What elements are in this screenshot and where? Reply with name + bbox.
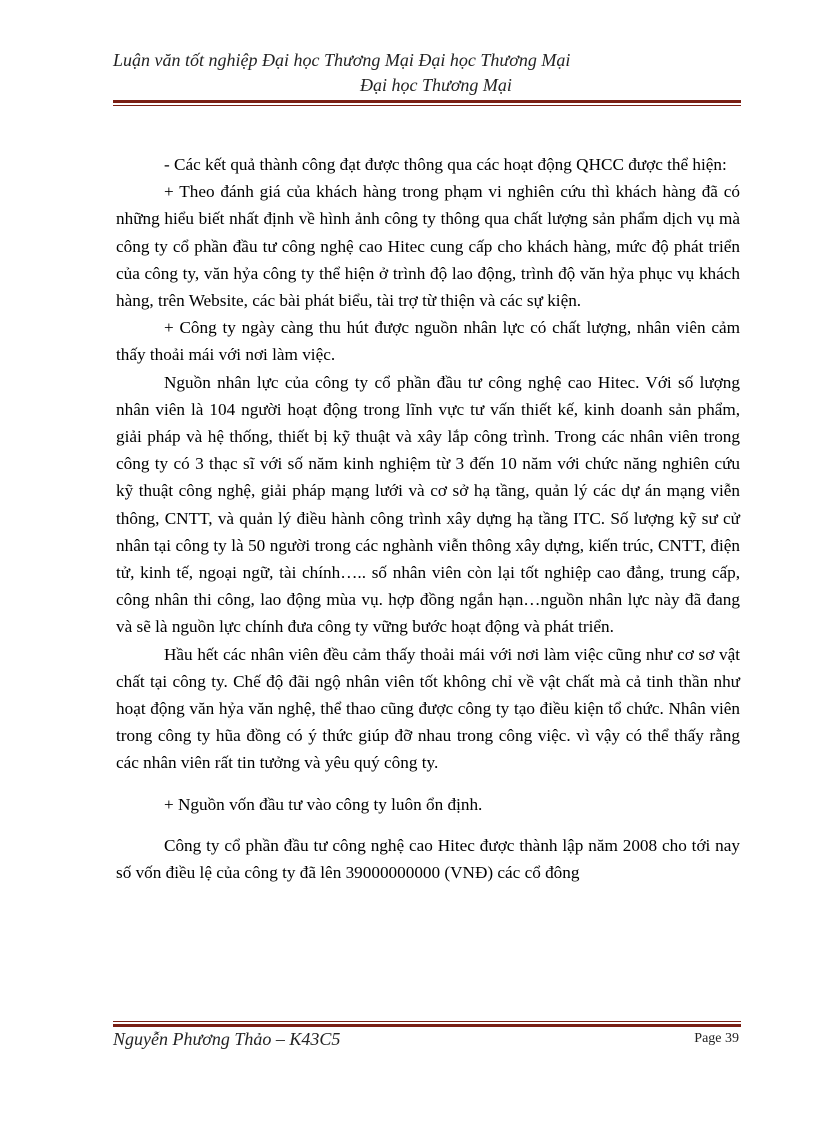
page-footer <box>113 1029 741 1051</box>
paragraph: + Công ty ngày càng thu hút được nguồn nhân lực có chất lượng, nhân viên cảm thấy thoải mái với nơi làm việc. <box>116 318 740 365</box>
paragraph: + Nguồn vốn đầu tư vào công ty luôn ổn định. <box>164 794 483 814</box>
document-body <box>116 151 740 886</box>
footer-rule-thick <box>113 1024 741 1027</box>
header-rule-thin <box>113 105 741 106</box>
header-title-line1: Luận văn tốt nghiệp Đại học Thương Mại Đại học Thương Mại <box>113 50 571 70</box>
header-title-line2: Đại học Thương Mại <box>360 75 512 95</box>
paragraph: Nguồn nhân lực của công ty cổ phần đầu tư công nghệ cao Hitec. Với số lượng nhân viên là 104 người hoạt động trong lĩnh vực tư vấn thiết kế, kinh doanh sản phẩm, giải pháp và hệ thống, thiết bị kỹ thuật và xây lắp công trình. Trong các nhân viên trong công ty có 3 thạc sĩ với số năm kinh nghiệm từ 3 đến 10 năm với chức năng nghiên cứu kỹ thuật công nghệ, giải pháp mạng lưới và cơ sở hạ tầng, quản lý các dự án mạng viễn thông, CNTT, và quản lý điều hành công trình xây dựng hạ tầng ITC. Số lượng kỹ sư cử nhân tại công ty là 50 người trong các nghành viễn thông xây dựng, kiến trúc, CNTT, điện tử, kinh tế, ngoại ngữ, tài chính….. số nhân viên còn lại tốt nghiệp cao đẳng, trung cấp, công nhân thi công, lao động mùa vụ. hợp đồng ngắn hạn…nguồn nhân lực này đã đang và sẽ là nguồn lực chính đưa công ty vững bước hoạt động và phát triển. <box>116 372 740 637</box>
footer-rule-thin <box>113 1021 741 1022</box>
page-header <box>113 48 741 98</box>
footer-author: Nguyễn Phương Thảo – K43C5 <box>113 1029 341 1049</box>
page-number: Page 39 <box>694 1031 739 1046</box>
paragraph: Công ty cổ phần đầu tư công nghệ cao Hitec được thành lập năm 2008 cho tới nay số vốn điều lệ của công ty đã lên 39000000000 (VNĐ) các cổ đông <box>116 835 740 883</box>
paragraph: - Các kết quả thành công đạt được thông qua các hoạt động QHCC được thể hiện: <box>164 155 727 174</box>
paragraph: + Theo đánh giá của khách hàng trong phạm vi nghiên cứu thì khách hàng đã có những hiểu biết nhất định về hình ảnh công ty thông qua chất lượng sản phẩm dịch vụ mà công ty cổ phần đầu tư công nghệ cao Hitec cung cấp cho khách hàng, mức độ phát triển của công ty, văn hỷa công ty thể hiện ở trình độ lao động, trình độ văn hỷa phục vụ khách hàng, trên Website, các bài phát biểu, tài trợ từ thiện và các sự kiện. <box>116 182 740 311</box>
header-rule-thick <box>113 100 741 103</box>
paragraph: Hầu hết các nhân viên đều cảm thấy thoải mái với nơi làm việc cũng như cơ sơ vật chất tại công ty. Chế độ đãi ngộ nhân viên tốt không chỉ về vật chất mà cả tinh thần như hoạt động văn hỷa văn nghệ, thể thao cũng được công ty tạo điều kiện tổ chức. Nhân viên trong công ty hũa đồng có ý thức giúp đỡ nhau trong công việc. vì vậy có thể thấy rằng các nhân viên rất tin tưởng và yêu quý công ty. <box>116 644 740 773</box>
